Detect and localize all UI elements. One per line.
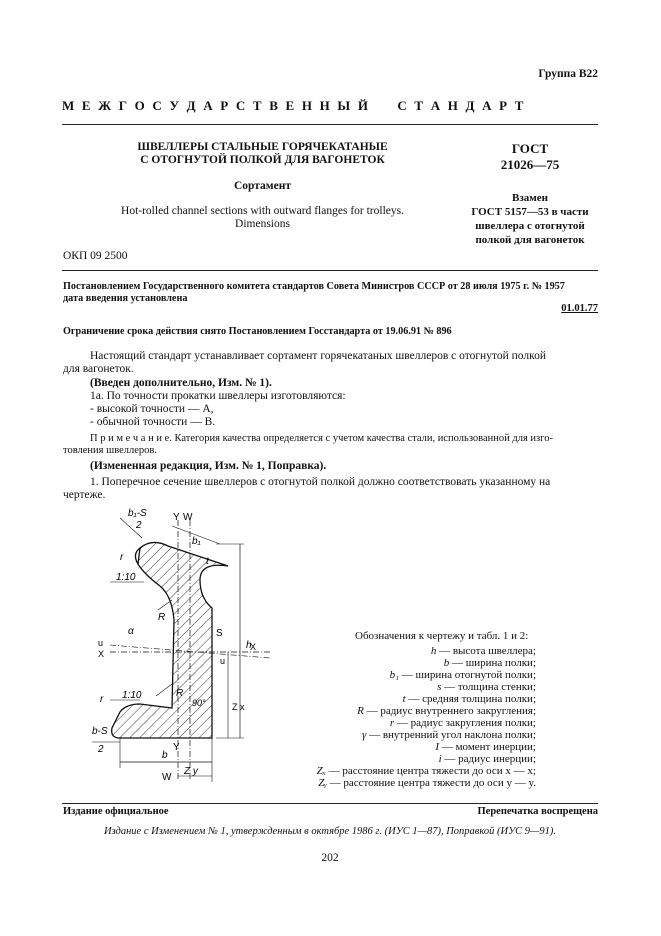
label-r-top: r bbox=[120, 552, 124, 563]
legend-symbol: Zₓ bbox=[316, 765, 326, 777]
note-line1 bbox=[90, 433, 553, 444]
english-title-line1: Hot-rolled channel sections with outward flanges for trolleys. bbox=[121, 205, 404, 217]
gost-replaces-line3: швеллера с отогнутой bbox=[475, 220, 585, 232]
legend-text: — радиус закругления полки; bbox=[394, 717, 536, 729]
paragraph-2-item-a: - высокой точности — А, bbox=[90, 403, 214, 415]
legend-item bbox=[317, 765, 536, 777]
label-y-top: Y bbox=[173, 512, 180, 523]
decree-date: 01.01.77 bbox=[561, 303, 598, 314]
legend-symbol: b₁ bbox=[389, 669, 399, 681]
note-line2: товления швеллеров. bbox=[63, 445, 157, 456]
legend-text: — радиус внутреннего закругления; bbox=[363, 705, 536, 717]
label-alpha: α bbox=[128, 626, 134, 637]
paragraph-2: 1а. По точности прокатки швеллеры изготовляются: bbox=[90, 390, 346, 402]
legend-symbol: I bbox=[435, 741, 440, 753]
legend-item bbox=[439, 753, 536, 765]
label-y-bottom: Y bbox=[173, 742, 180, 753]
footer-reprint-prohibited: Перепечатка воспрещена bbox=[477, 806, 598, 817]
label-slope-bottom: 1:10 bbox=[122, 690, 142, 701]
okp-rule bbox=[62, 270, 598, 271]
legend-symbol: γ bbox=[361, 729, 367, 741]
legend-item bbox=[437, 681, 536, 693]
decree-line1: Постановлением Государственного комитета стандартов Совета Министров СССР от 28 июля 1975 г. № 1957 bbox=[63, 281, 565, 292]
decree-line2: дата введения установлена bbox=[63, 293, 188, 304]
legend-symbol: b bbox=[443, 657, 450, 669]
gost-replaces: Взамен bbox=[512, 192, 548, 204]
label-w-bottom: W bbox=[162, 772, 172, 783]
legend-symbol: r bbox=[389, 717, 395, 729]
legend-item bbox=[357, 705, 536, 717]
legend-symbol: i bbox=[438, 753, 442, 765]
legend-symbol: h bbox=[430, 645, 437, 657]
paragraph-2-change-note: (Измененная редакция, Изм. № 1, Поправка). bbox=[90, 460, 327, 472]
legend-item bbox=[435, 741, 536, 753]
legend-title: Обозначения к чертежу и табл. 1 и 2: bbox=[355, 630, 529, 642]
paragraph-1-note: (Введен дополнительно, Изм. № 1). bbox=[90, 377, 272, 389]
note-label: П р и м е ч а н и е. bbox=[90, 433, 172, 444]
legend-text: — высота швеллера; bbox=[436, 645, 536, 657]
english-title-line2: Dimensions bbox=[235, 218, 290, 230]
legend-item bbox=[362, 729, 536, 741]
legend-text: — ширина полки; bbox=[449, 657, 536, 669]
footer-official-edition: Издание официальное bbox=[63, 806, 169, 817]
subtitle: Сортамент bbox=[233, 180, 292, 192]
gost-label: ГОСТ bbox=[511, 141, 549, 156]
label-u-right: u bbox=[220, 656, 226, 666]
footer-edition-note: Издание с Изменением № 1, утвержденным в октябре 1986 г. (ИУС 1—87), Поправкой (ИУС 9—91). bbox=[104, 826, 556, 837]
standard-banner: М Е Ж Г О С У Д А Р С Т В Е Н Н Ы Й С Т А Н Д А Р Т bbox=[62, 98, 526, 113]
label-zx: Z x bbox=[232, 702, 245, 712]
legend-symbol: s bbox=[437, 681, 442, 693]
legend-item bbox=[390, 717, 536, 729]
label-zy: Z y bbox=[184, 766, 198, 777]
label-u-left: u bbox=[98, 638, 104, 648]
label-b-s: b-S bbox=[92, 726, 108, 737]
label-angle-90: 90° bbox=[192, 698, 206, 708]
legend-symbol: R bbox=[357, 705, 364, 717]
title-line2: С ОТОГНУТОЙ ПОЛКОЙ ДЛЯ ВАГОНЕТОК bbox=[140, 154, 385, 166]
label-slope-top: 1:10 bbox=[116, 572, 136, 583]
paragraph-3-line1: 1. Поперечное сечение швеллеров с отогнутой полкой должно соответствовать указанному на bbox=[90, 476, 551, 488]
label-x-right: X bbox=[250, 642, 257, 652]
legend-item bbox=[390, 669, 536, 681]
label-s: S bbox=[216, 628, 223, 639]
legend-text: — радиус инерции; bbox=[441, 753, 536, 765]
legend-text: — расстояние центра тяжести до оси x — x; bbox=[325, 765, 536, 777]
note-text: Категория качества определяется с учетом качества стали, использованной для изго- bbox=[174, 433, 553, 444]
label-2-top: 2 bbox=[136, 520, 142, 531]
legend-text: — внутренний угол наклона полки; bbox=[366, 729, 536, 741]
channel-section-drawing bbox=[80, 500, 310, 790]
paragraph-2-item-b: - обычной точности — В. bbox=[90, 416, 216, 428]
paragraph-3-line2: чертеже. bbox=[63, 489, 106, 501]
label-b1: b₁ bbox=[192, 536, 201, 547]
paragraph-1-line1: Настоящий стандарт устанавливает сортамент горячекатаных швеллеров с отогнутой полкой bbox=[90, 350, 547, 362]
legend-item bbox=[403, 693, 536, 705]
label-b: b bbox=[162, 750, 168, 761]
restriction-note: Ограничение срока действия снято Постановлением Госстандарта от 19.06.91 № 896 bbox=[63, 326, 452, 337]
title-line1: ШВЕЛЛЕРЫ СТАЛЬНЫЕ ГОРЯЧЕКАТАНЫЕ bbox=[137, 141, 388, 153]
footer-rule bbox=[62, 803, 598, 804]
okp-code: ОКП 09 2500 bbox=[63, 250, 128, 262]
paragraph-1-line2: для вагонеток. bbox=[63, 363, 134, 375]
gost-number: 21026—75 bbox=[500, 157, 560, 172]
legend-item bbox=[444, 657, 536, 669]
legend-text: — момент инерции; bbox=[439, 741, 536, 753]
label-b1-s: b₁-S bbox=[128, 508, 147, 519]
gost-replaces-line2: ГОСТ 5157—53 в части bbox=[471, 206, 589, 218]
label-h: h bbox=[246, 640, 252, 651]
legend-item bbox=[431, 645, 536, 657]
label-w-top: W bbox=[183, 512, 193, 523]
legend-symbol: Zᵧ bbox=[318, 777, 327, 789]
label-r-inner-bottom: R bbox=[176, 688, 184, 699]
label-r-bottom: r bbox=[100, 694, 104, 705]
label-x-left: X bbox=[98, 649, 105, 659]
legend-symbol: t bbox=[402, 693, 406, 705]
label-t: t bbox=[206, 556, 209, 567]
header-rule bbox=[62, 124, 598, 125]
label-2-bottom: 2 bbox=[98, 744, 104, 755]
legend-text: — средняя толщина полки; bbox=[405, 693, 536, 705]
page-number: 202 bbox=[321, 852, 339, 864]
legend-text: — расстояние центра тяжести до оси y — y. bbox=[326, 777, 536, 789]
gost-replaces-line4: полкой для вагонеток bbox=[475, 234, 585, 246]
legend-text: — ширина отогнутой полки; bbox=[399, 669, 536, 681]
group-label: Группа В22 bbox=[538, 68, 598, 80]
label-r-inner-top: R bbox=[158, 612, 166, 623]
legend-text: — толщина стенки; bbox=[441, 681, 536, 693]
legend-item bbox=[318, 777, 536, 789]
